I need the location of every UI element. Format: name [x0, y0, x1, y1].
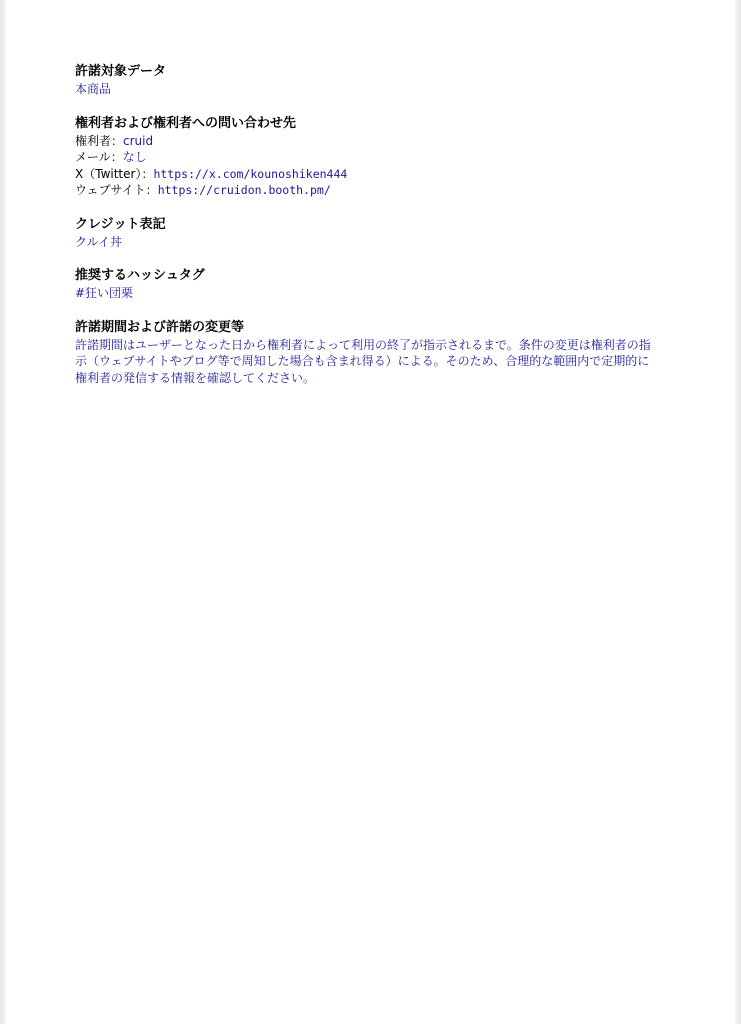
page-edge-right [735, 0, 741, 1024]
page-edge-left [0, 0, 6, 1024]
website-link[interactable]: https://cruidon.booth.pm/ [157, 183, 331, 197]
section-credit [75, 215, 675, 251]
license-period-line-1: 許諾期間はユーザーとなった日から権利者によって利用の終了が指示されるまで。条件の変更は権利者の指 [75, 337, 651, 352]
section-license-target [75, 62, 675, 98]
credit-value: クルイ丼 [75, 234, 123, 249]
license-target-value: 本商品 [75, 82, 112, 96]
website-label: ウェブサイト： [75, 183, 158, 197]
rights-holder-row [75, 133, 675, 150]
rights-holder-value: cruid [123, 133, 154, 148]
license-period-text [75, 337, 667, 387]
license-target-heading: 許諾対象データ [75, 64, 167, 79]
credit-heading: クレジット表記 [75, 216, 166, 232]
mail-value: なし [122, 150, 147, 164]
section-license-period [75, 318, 675, 387]
document-body [75, 62, 675, 402]
license-period-heading: 許諾期間および許諾の変更等 [75, 319, 245, 335]
x-twitter-label: X（Twitter）： [75, 166, 154, 181]
hashtag-value: #狂い団栗 [75, 286, 134, 300]
license-period-line-2: 示（ウェブサイトやブログ等で周知した場合も含まれ得る）による。そのため、合理的な範囲内で定期的に [75, 354, 650, 368]
x-twitter-link[interactable]: https://x.com/kounoshiken444 [153, 166, 348, 181]
rights-holder-label: 権利者： [75, 133, 124, 148]
mail-row [75, 149, 675, 166]
x-twitter-row [75, 166, 675, 183]
license-period-line-3: 権利者の発信する情報を確認してください。 [75, 370, 316, 385]
section-hashtag [75, 266, 675, 302]
contact-heading: 権利者および権利者への問い合わせ先 [75, 115, 297, 131]
section-contact [75, 114, 675, 199]
hashtag-heading: 推奨するハッシュタグ [75, 268, 205, 283]
website-row [75, 182, 675, 199]
mail-label: メール： [75, 150, 123, 164]
